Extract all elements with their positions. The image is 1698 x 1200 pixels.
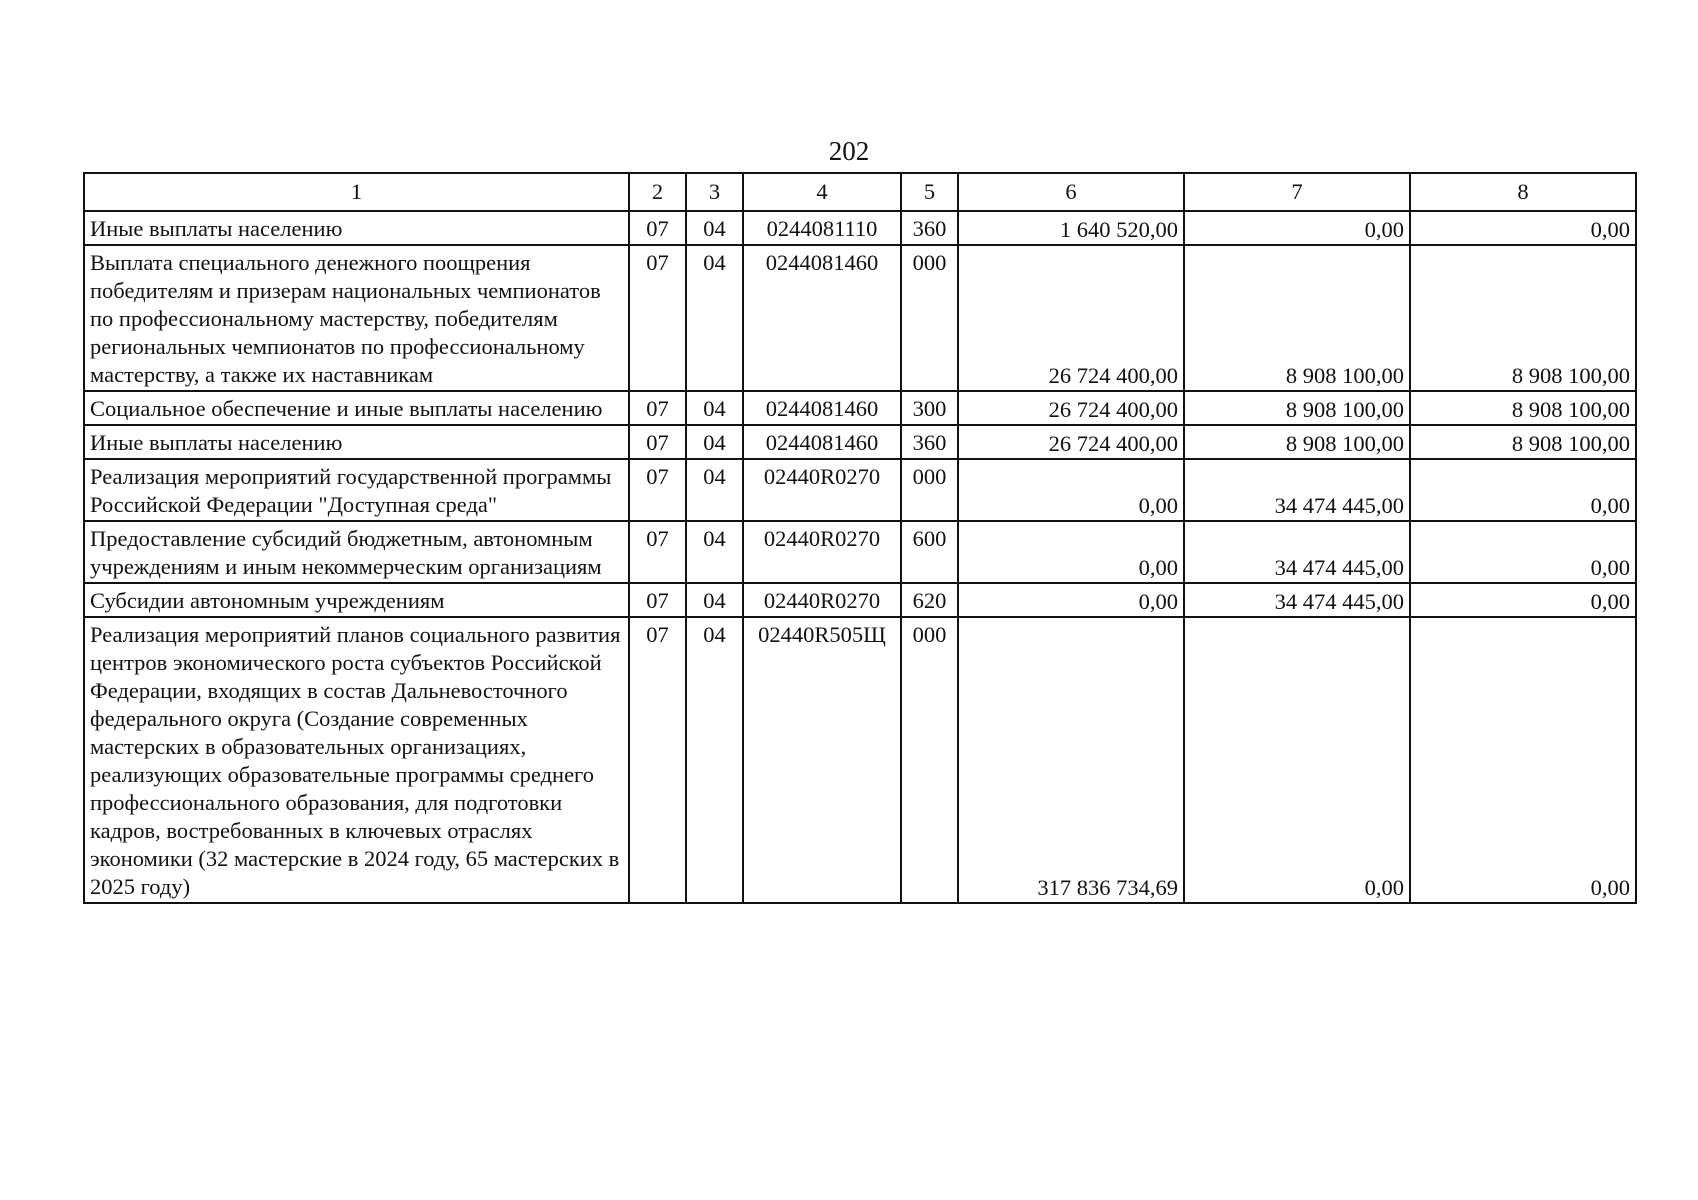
row-section-code: 07	[629, 521, 686, 583]
table-row	[84, 583, 1636, 617]
row-subsection-code: 04	[686, 211, 743, 245]
header-row	[84, 173, 1636, 211]
row-section-code: 07	[629, 583, 686, 617]
row-amount-col-6: 26 724 400,00	[958, 391, 1184, 425]
row-target-article-code: 02440R0270	[743, 521, 901, 583]
row-section-code: 07	[629, 459, 686, 521]
row-amount-col-7: 0,00	[1184, 617, 1410, 903]
row-amount-col-8: 0,00	[1410, 583, 1636, 617]
header-col-2: 2	[629, 173, 686, 211]
row-subsection-code: 04	[686, 459, 743, 521]
row-amount-col-7: 34 474 445,00	[1184, 459, 1410, 521]
table-row	[84, 459, 1636, 521]
row-target-article-code: 0244081460	[743, 245, 901, 391]
header-col-6: 6	[958, 173, 1184, 211]
row-amount-col-7: 34 474 445,00	[1184, 521, 1410, 583]
row-expense-type-code: 600	[901, 521, 958, 583]
row-amount-col-6: 0,00	[958, 583, 1184, 617]
header-col-8: 8	[1410, 173, 1636, 211]
row-target-article-code: 02440R505Щ	[743, 617, 901, 903]
table-row	[84, 425, 1636, 459]
row-amount-col-7: 8 908 100,00	[1184, 425, 1410, 459]
header-col-1: 1	[84, 173, 629, 211]
table-row	[84, 521, 1636, 583]
row-target-article-code: 02440R0270	[743, 459, 901, 521]
row-amount-col-6: 1 640 520,00	[958, 211, 1184, 245]
row-target-article-code: 02440R0270	[743, 583, 901, 617]
row-expense-type-code: 360	[901, 211, 958, 245]
row-amount-col-8: 8 908 100,00	[1410, 391, 1636, 425]
header-col-7: 7	[1184, 173, 1410, 211]
table-row	[84, 617, 1636, 903]
row-amount-col-7: 34 474 445,00	[1184, 583, 1410, 617]
row-amount-col-8: 0,00	[1410, 211, 1636, 245]
row-name: Реализация мероприятий планов социального развития центров экономического роста субъектов Российской Федерации, входящих в состав Дальневосточного федерального округа (Создание современных мастерских в образовательных организациях, реализующих образовательные программы среднего профессионального образования, для подготовки кадров, востребованных в ключевых отраслях экономики (32 мастерские в 2024 году, 65 мастерских в 2025 году)	[84, 617, 629, 903]
budget-table	[83, 172, 1637, 904]
row-amount-col-8: 8 908 100,00	[1410, 245, 1636, 391]
header-col-5: 5	[901, 173, 958, 211]
page-number: 202	[828, 136, 870, 166]
row-amount-col-7: 0,00	[1184, 211, 1410, 245]
row-section-code: 07	[629, 391, 686, 425]
row-subsection-code: 04	[686, 521, 743, 583]
row-section-code: 07	[629, 211, 686, 245]
row-subsection-code: 04	[686, 391, 743, 425]
table-row	[84, 245, 1636, 391]
header-col-3: 3	[686, 173, 743, 211]
row-expense-type-code: 000	[901, 617, 958, 903]
row-amount-col-6: 317 836 734,69	[958, 617, 1184, 903]
row-amount-col-8: 0,00	[1410, 459, 1636, 521]
row-amount-col-7: 8 908 100,00	[1184, 391, 1410, 425]
row-amount-col-6: 0,00	[958, 521, 1184, 583]
row-subsection-code: 04	[686, 245, 743, 391]
table-row	[84, 211, 1636, 245]
row-target-article-code: 0244081110	[743, 211, 901, 245]
row-name: Социальное обеспечение и иные выплаты населению	[84, 391, 629, 425]
row-expense-type-code: 360	[901, 425, 958, 459]
row-subsection-code: 04	[686, 425, 743, 459]
row-name: Выплата специального денежного поощрения победителям и призерам национальных чемпионатов по профессиональному мастерству, победителям региональных чемпионатов по профессиональному мастерству, а также их наставникам	[84, 245, 629, 391]
row-name: Предоставление субсидий бюджетным, автономным учреждениям и иным некоммерческим организациям	[84, 521, 629, 583]
row-expense-type-code: 000	[901, 459, 958, 521]
row-section-code: 07	[629, 617, 686, 903]
table-row	[84, 391, 1636, 425]
row-target-article-code: 0244081460	[743, 391, 901, 425]
row-amount-col-6: 26 724 400,00	[958, 245, 1184, 391]
row-expense-type-code: 620	[901, 583, 958, 617]
row-target-article-code: 0244081460	[743, 425, 901, 459]
row-amount-col-6: 26 724 400,00	[958, 425, 1184, 459]
header-col-4: 4	[743, 173, 901, 211]
row-amount-col-6: 0,00	[958, 459, 1184, 521]
row-amount-col-7: 8 908 100,00	[1184, 245, 1410, 391]
row-section-code: 07	[629, 425, 686, 459]
row-subsection-code: 04	[686, 617, 743, 903]
row-expense-type-code: 300	[901, 391, 958, 425]
row-amount-col-8: 8 908 100,00	[1410, 425, 1636, 459]
row-section-code: 07	[629, 245, 686, 391]
row-name: Субсидии автономным учреждениям	[84, 583, 629, 617]
row-name: Иные выплаты населению	[84, 211, 629, 245]
row-name: Реализация мероприятий государственной программы Российской Федерации "Доступная среда"	[84, 459, 629, 521]
row-amount-col-8: 0,00	[1410, 617, 1636, 903]
row-amount-col-8: 0,00	[1410, 521, 1636, 583]
row-subsection-code: 04	[686, 583, 743, 617]
row-name: Иные выплаты населению	[84, 425, 629, 459]
row-expense-type-code: 000	[901, 245, 958, 391]
